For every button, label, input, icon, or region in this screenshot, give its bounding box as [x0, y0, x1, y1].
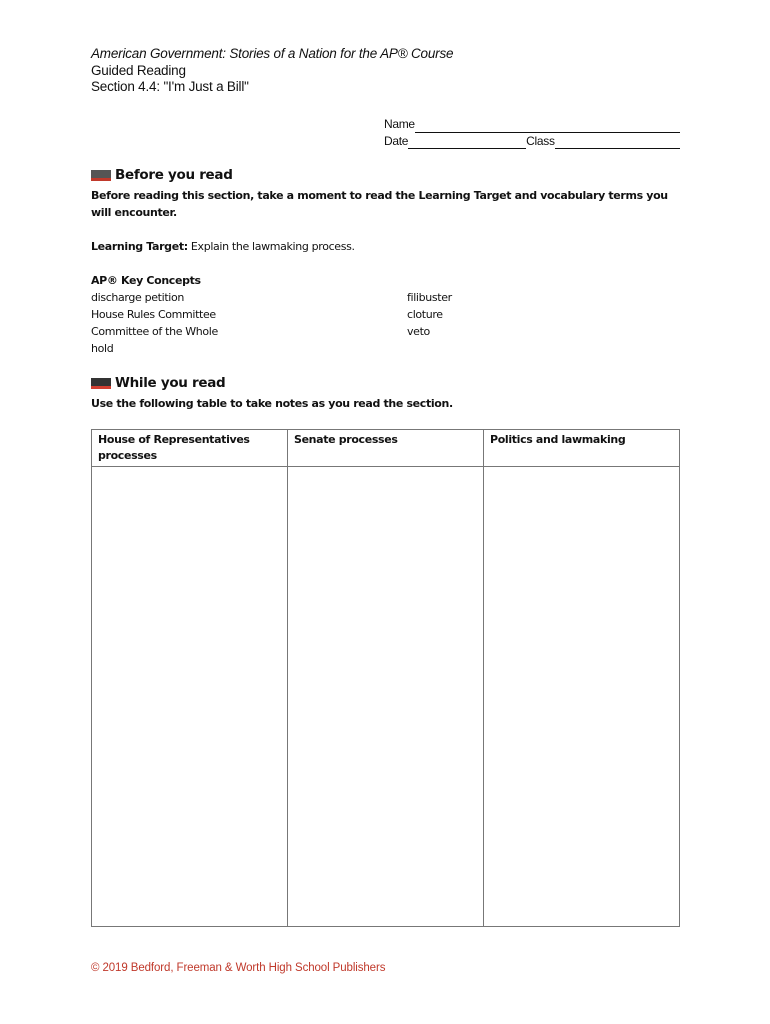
table-header-row — [92, 430, 680, 467]
date-field[interactable] — [408, 137, 526, 149]
while-you-read-heading — [91, 375, 225, 391]
house-notes-cell[interactable] — [92, 467, 288, 927]
key-concepts-column-2 — [407, 289, 587, 340]
name-label: Name — [384, 117, 415, 131]
student-info-block — [384, 116, 680, 149]
column-header-politics: Politics and lawmaking — [484, 430, 680, 467]
list-item: hold — [91, 342, 114, 355]
key-concepts-column-1 — [91, 289, 391, 357]
guided-reading-label: Guided Reading — [91, 62, 186, 78]
copyright-footer: © 2019 Bedford, Freeman & Worth High School Publishers — [91, 962, 386, 974]
date-class-row — [384, 133, 680, 150]
senate-notes-cell[interactable] — [288, 467, 484, 927]
name-field[interactable] — [415, 121, 680, 133]
column-header-senate: Senate processes — [288, 430, 484, 467]
date-label: Date — [384, 133, 409, 148]
document-header — [91, 46, 453, 96]
while-instructions: Use the following table to take notes as you read the section. — [91, 397, 453, 410]
book-title: American Government: Stories of a Nation for the AP® Course — [91, 46, 454, 61]
class-label: Class — [526, 133, 555, 148]
flag-icon — [91, 378, 111, 389]
list-item: Committee of the Whole — [91, 325, 218, 338]
list-item: filibuster — [407, 291, 452, 304]
class-field[interactable] — [555, 137, 680, 149]
key-concepts-label: AP® Key Concepts — [91, 274, 201, 287]
learning-target — [91, 238, 355, 255]
list-item: cloture — [407, 308, 443, 321]
list-item: discharge petition — [91, 291, 184, 304]
while-you-read-title: While you read — [115, 375, 226, 391]
before-you-read-heading — [91, 167, 233, 183]
name-row — [384, 116, 680, 133]
before-you-read-title: Before you read — [115, 167, 233, 183]
learning-target-text: Explain the lawmaking process. — [187, 240, 355, 253]
column-header-house: House of Representatives processes — [92, 430, 288, 467]
before-instructions: Before reading this section, take a moment to read the Learning Target and vocabulary terms you will encounter. — [91, 189, 668, 219]
list-item: House Rules Committee — [91, 308, 216, 321]
list-item: veto — [407, 325, 430, 338]
section-title: Section 4.4: "I'm Just a Bill" — [91, 79, 249, 94]
politics-notes-cell[interactable] — [484, 467, 680, 927]
table-row — [92, 467, 680, 927]
flag-icon — [91, 170, 111, 181]
learning-target-label: Learning Target: — [91, 240, 188, 253]
notes-table — [91, 429, 680, 927]
key-concepts — [91, 272, 591, 355]
